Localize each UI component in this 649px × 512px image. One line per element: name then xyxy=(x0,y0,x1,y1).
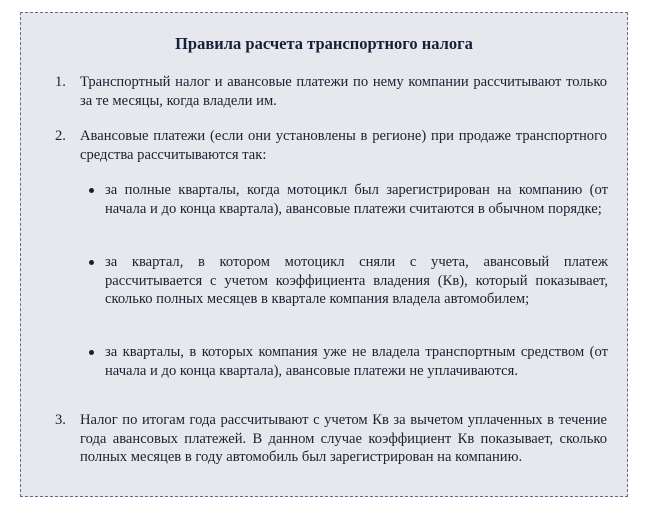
list-number: 3. xyxy=(55,412,66,428)
list-item-text: Авансовые платежи (если они установлены в регионе) при продаже транспортного средства рассчитываются так: xyxy=(80,128,607,163)
list-item-2 xyxy=(55,127,607,164)
bullet-text: за квартал, в котором мотоцикл сняли с учета, авансовый платеж рассчитывается с учетом коэффициента владения (Кв), который показывает, сколько полных месяцев в квартале компания владела автомобилем; xyxy=(105,254,608,307)
list-number: 2. xyxy=(55,128,66,144)
bullet-item-3 xyxy=(89,343,608,380)
bullet-item-1 xyxy=(89,181,608,218)
bullet-text: за полные кварталы, когда мотоцикл был зарегистрирован на компанию (от начала и до конца квартала), авансовые платежи считаются в обычном порядке; xyxy=(105,182,608,217)
document-panel xyxy=(20,12,628,497)
list-number: 1. xyxy=(55,74,66,90)
list-item-text: Транспортный налог и авансовые платежи по нему компании рассчитывают только за те месяцы, когда владели им. xyxy=(80,74,607,109)
bullet-text: за кварталы, в которых компания уже не владела транспортным средством (от начала и до конца квартала), авансовые платежи не уплачиваются. xyxy=(105,344,608,379)
bullet-icon xyxy=(89,350,94,355)
bullet-item-2 xyxy=(89,253,608,309)
bullet-icon xyxy=(89,188,94,193)
list-item-1 xyxy=(55,73,607,110)
list-item-text: Налог по итогам года рассчитывают с учетом Кв за вычетом уплаченных в течение года авансовых платежей. В данном случае коэффициент Кв показывает, сколько полных месяцев в году автомобиль был зарегистрирован на компанию. xyxy=(80,412,607,465)
list-item-3 xyxy=(55,411,607,467)
bullet-icon xyxy=(89,260,94,265)
document-title: Правила расчета транспортного налога xyxy=(175,34,473,53)
